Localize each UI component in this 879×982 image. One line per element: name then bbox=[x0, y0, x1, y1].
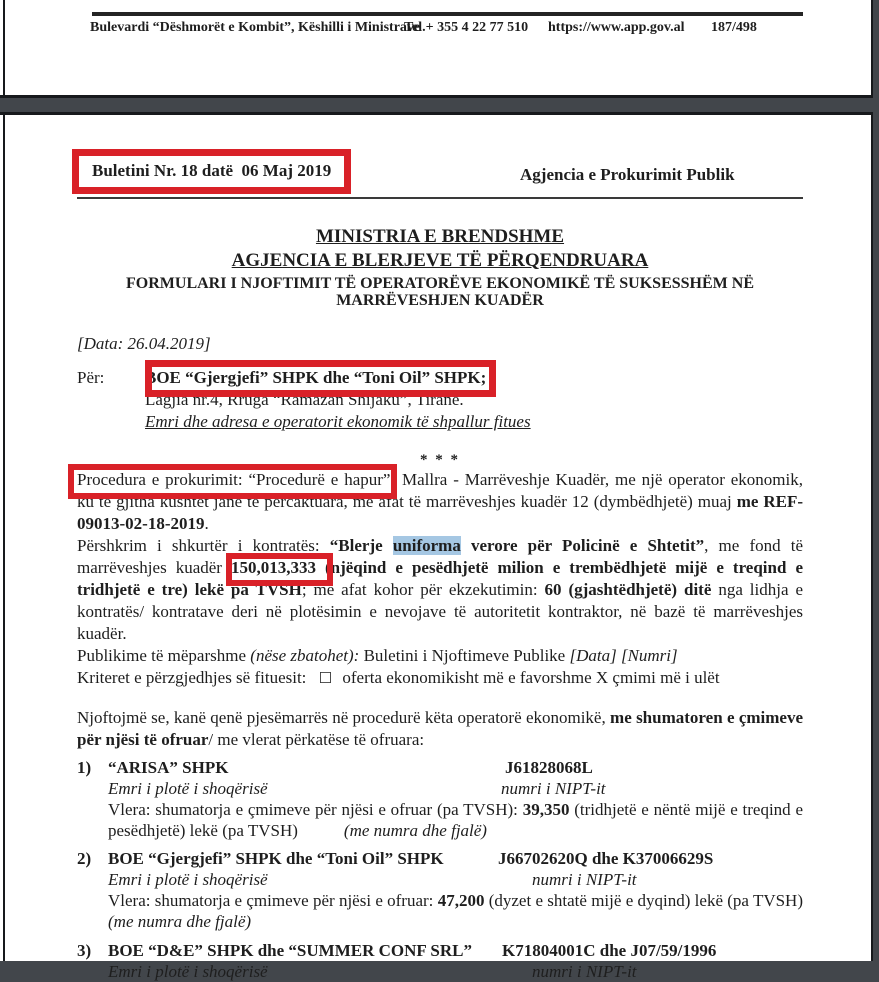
criteria-line: Kriteret e përzgjedhjes së fituesit: ☐ oferta ekonomikisht më e favorshme X çmimi më i ulët bbox=[77, 668, 720, 687]
footer-url: https://www.app.gov.al bbox=[548, 20, 685, 35]
document-body bbox=[77, 213, 803, 982]
search-highlight: uniforma bbox=[392, 536, 461, 555]
bidders-list bbox=[77, 757, 803, 982]
offer-amount: 39,350 bbox=[522, 800, 570, 819]
list-item bbox=[77, 757, 803, 841]
bidder-name: “ARISA” SHPK bbox=[108, 758, 229, 777]
bulletin-number: Buletini Nr. 18 datë 06 Maj 2019 bbox=[92, 161, 332, 180]
bidder-title-row bbox=[77, 940, 803, 961]
caption-company-name: Emri i plotë i shoqërisë bbox=[108, 870, 268, 889]
heading-form-title bbox=[77, 275, 803, 309]
caption-company-name: Emri i plotë i shoqërisë bbox=[108, 779, 268, 798]
bidder-name: BOE “D&E” SHPK dhe “SUMMER CONF SRL” bbox=[108, 941, 472, 960]
pdf-page-previous bbox=[0, 0, 873, 98]
announce-paragraph: Njoftojmë se, kanë qenë pjesëmarrës në procedurë këta operatorë ekonomikë, me shumatoren e çmimeve për njësi të ofruar/ me vlerat përkatëse të ofruara: bbox=[77, 708, 803, 749]
footer-address: Bulevardi “Dëshmorët e Kombit”, Këshilli i Ministrave bbox=[90, 20, 421, 35]
value-note: (me numra dhe fjalë) bbox=[343, 821, 487, 840]
winner-caption: Emri dhe adresa e operatorit ekonomik të shpallur fitues bbox=[145, 412, 531, 431]
description-paragraph: Përshkrim i shkurtër i kontratës: “Blerje uniforma verore për Policinë e Shtetit”, me fond të marrëveshjes kuadër 150,013,333 (njëqind e pesëdhjetë milion e trembëdhjetë mijë e treqind e tridhjetë e tre) lekë pa TVSH; me afat kohor për ekzekutimin: 60 (gjashtëdhjetë) ditë nga lidhja e kontratës/ kontratave deri në plotësimin e nevojave të autoritetit kontraktor, në bazë të marrëveshjes kuadër. bbox=[77, 536, 804, 643]
stars-separator: * * * bbox=[420, 452, 460, 468]
winner-details bbox=[145, 367, 803, 433]
bidder-nipt: J66702620Q dhe K37006629S bbox=[498, 849, 714, 868]
pdf-page-current bbox=[0, 112, 873, 981]
empty-checkbox-icon: ☐ bbox=[318, 669, 333, 687]
procedure-type-redbox: Procedura e prokurimit: “Procedurë e hapur” bbox=[77, 470, 391, 489]
list-item bbox=[77, 940, 803, 982]
bidder-value-line: Vlera: shumatorja e çmimeve për njësi e ofruar: 47,200 (dyzet e shtatë mijë e dyqind) lekë (pa TVSH) (me numra dhe fjalë) bbox=[108, 891, 803, 931]
fund-amount-redbox: 150,013,333 bbox=[230, 558, 316, 577]
bulletin-number-redbox bbox=[72, 149, 351, 194]
value-note: (me numra dhe fjalë) bbox=[108, 912, 252, 931]
item-number: 1) bbox=[77, 758, 92, 777]
execution-days: 60 (gjashtëdhjetë) ditë bbox=[544, 580, 712, 599]
footer-page-number: 187/498 bbox=[711, 20, 757, 35]
page-frame-left-border bbox=[3, 0, 5, 95]
winner-name-line bbox=[145, 367, 803, 389]
bidder-nipt: K71804001C dhe J07/59/1996 bbox=[502, 941, 717, 960]
footer-phone: Tel.+ 355 4 22 77 510 bbox=[404, 20, 529, 35]
item-number: 3) bbox=[77, 941, 92, 960]
winner-name-redbox: BOE “Gjergjefi” SHPK dhe “Toni Oil” SHPK; bbox=[145, 368, 487, 387]
caption-company-name: Emri i plotë i shoqërisë bbox=[108, 962, 268, 981]
bidder-caption-row bbox=[77, 961, 803, 982]
bidder-caption-row bbox=[77, 869, 803, 890]
bidder-value-line: Vlera: shumatorja e çmimeve për njësi e ofruar (pa TVSH): 39,350 (tridhjetë e nëntë mijë e treqind e pesëdhjetë) lekë (pa TVSH) (me numra dhe fjalë) bbox=[108, 800, 803, 840]
procedure-ref: me REF-09013-02-18-2019 bbox=[77, 492, 803, 533]
bidder-title-row bbox=[77, 848, 803, 869]
page-frame-left-border bbox=[3, 115, 5, 961]
bidder-nipt: J61828068L bbox=[505, 758, 593, 777]
offer-amount: 47,200 bbox=[437, 891, 485, 910]
procedure-paragraph: Procedura e prokurimit: “Procedurë e hapur”- Mallra - Marrëveshje Kuadër, me një operator ekonomik, ku të gjitha kushtet janë të përcaktuara, me afat të marrëveshjes kuadër 12 (dymbëdhjetë) muaj me REF-09013-02-18-2019. bbox=[77, 470, 804, 533]
per-label: Për: bbox=[77, 368, 105, 387]
winner-section bbox=[77, 367, 803, 433]
list-item bbox=[77, 848, 803, 932]
date-line: [Data: 26.04.2019] bbox=[77, 334, 211, 353]
procedure-text: - Mallra - Marrëveshje Kuadër, me një operator ekonomik, ku të gjitha kushtet janë të përcaktuara, me afat të marrëveshjes kuadër 12 (dymbëdhjetë) muaj bbox=[77, 470, 804, 511]
winner-address: Lagjia nr.4, Rruga “Ramazan Shijaku”, Tiranë. bbox=[145, 390, 464, 409]
footer-divider-line bbox=[92, 12, 803, 16]
heading-form-title-line2: MARRËVESHJEN KUADËR bbox=[336, 292, 544, 309]
header-divider-line bbox=[77, 197, 803, 199]
heading-form-title-line1: FORMULARI I NJOFTIMIT TË OPERATORËVE EKONOMIKË TË SUKSESSHËM NË bbox=[126, 275, 754, 292]
agency-name: Agjencia e Prokurimit Publik bbox=[520, 165, 735, 184]
heading-central-agency: AGJENCIA E BLERJEVE TË PËRQENDRUARA bbox=[231, 250, 649, 271]
caption-nipt: numri i NIPT-it bbox=[532, 962, 637, 981]
caption-nipt: numri i NIPT-it bbox=[532, 870, 637, 889]
heading-ministry: MINISTRIA E BRENDSHME bbox=[315, 226, 565, 247]
bidder-title-row bbox=[77, 757, 803, 778]
caption-nipt: numri i NIPT-it bbox=[501, 779, 606, 798]
item-number: 2) bbox=[77, 849, 92, 868]
bidder-caption-row bbox=[77, 778, 803, 799]
bidder-name: BOE “Gjergjefi” SHPK dhe “Toni Oil” SHPK bbox=[108, 849, 444, 868]
publications-line: Publikime të mëparshme (nëse zbatohet): Buletini i Njoftimeve Publike [Data] [Numri] bbox=[77, 646, 678, 665]
